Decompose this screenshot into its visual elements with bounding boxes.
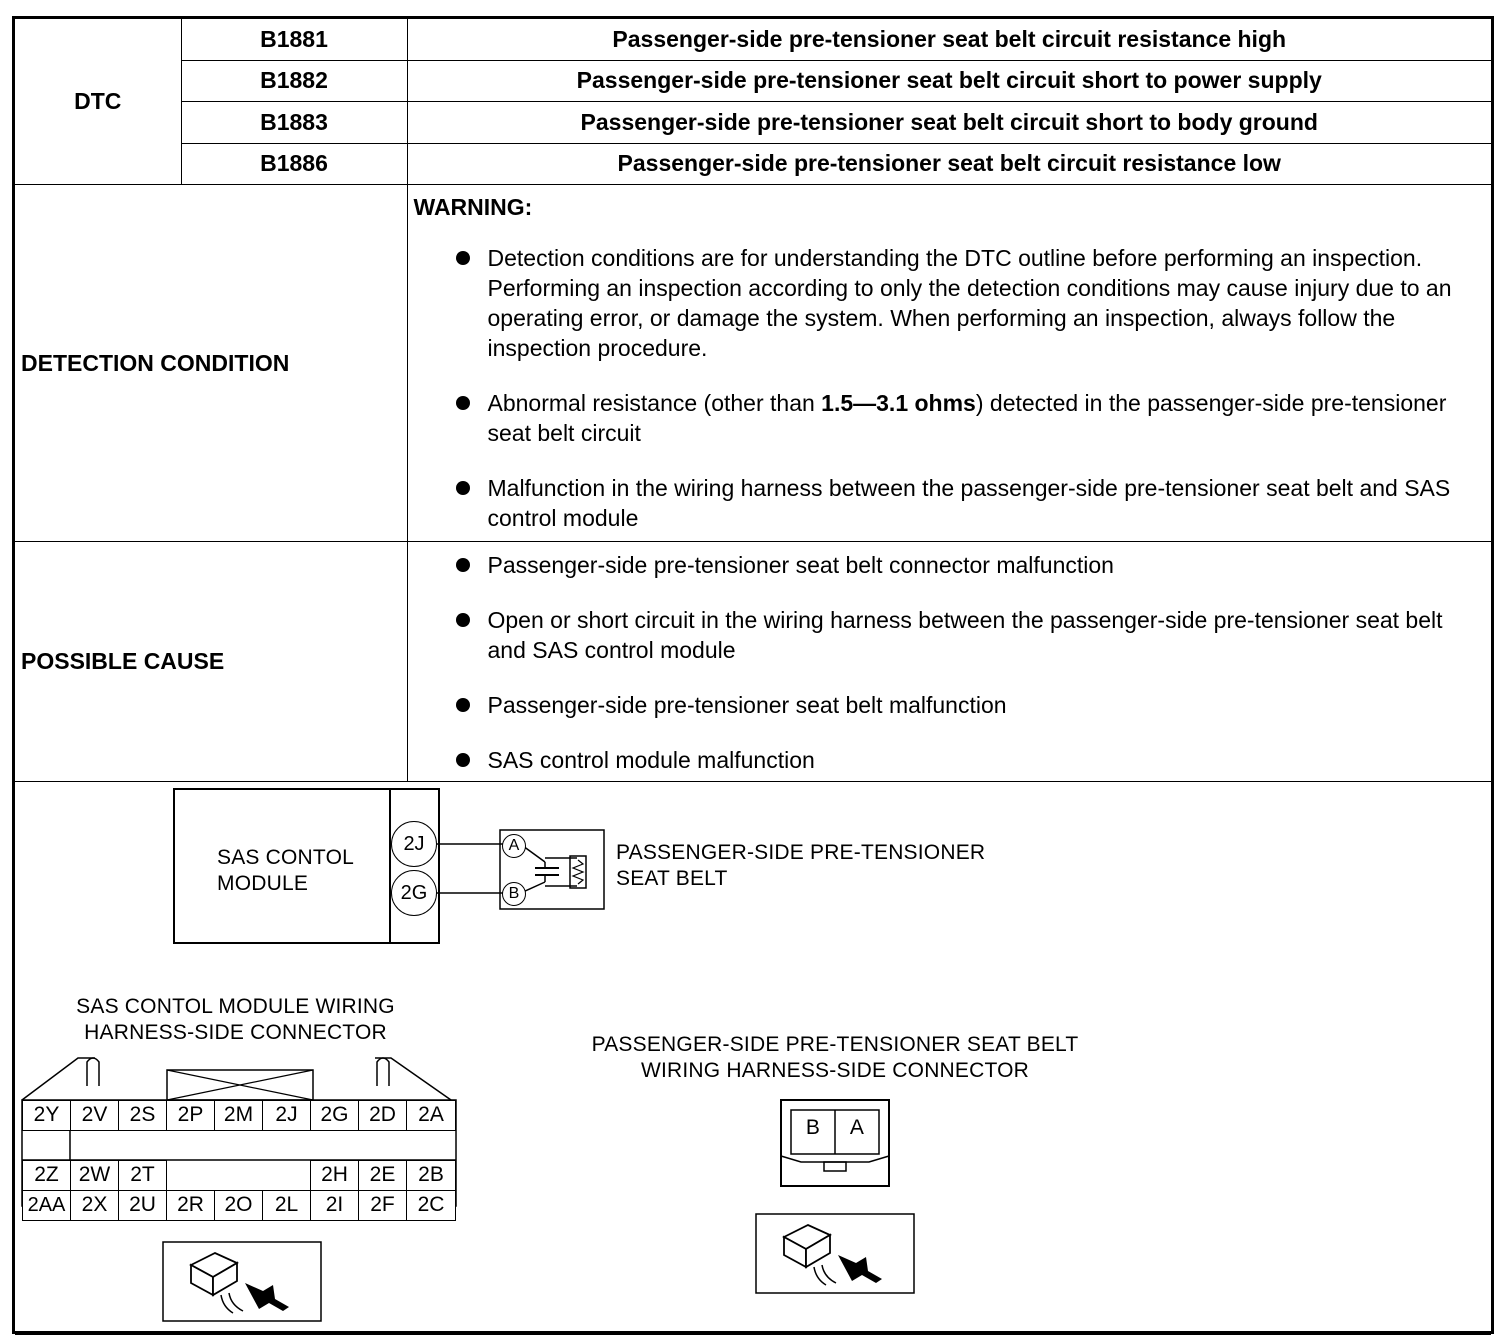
belt-connector-pin: B — [805, 1116, 821, 1139]
module-pin-top: 2J — [391, 821, 437, 867]
connector-pin: 2Z — [22, 1160, 71, 1191]
caption-line: WIRING HARNESS-SIDE CONNECTOR — [640, 1059, 1030, 1082]
possible-cause-list — [414, 550, 1486, 775]
sas-module-label — [217, 845, 354, 897]
connector-pin: 2M — [214, 1100, 263, 1131]
connector-pin: 2V — [70, 1100, 119, 1131]
dtc-row-3 — [15, 102, 1491, 144]
belt-connector-caption — [555, 1032, 1115, 1084]
list-item — [414, 473, 1486, 533]
dtc-table — [15, 19, 1491, 1335]
list-item — [414, 243, 1486, 363]
service-manual-sheet — [12, 16, 1494, 1334]
bullet-icon — [456, 396, 470, 410]
list-item — [414, 745, 1486, 775]
cause-text: SAS control module malfunction — [487, 747, 815, 773]
possible-cause-row — [15, 542, 1491, 782]
module-label-line: MODULE — [217, 872, 309, 895]
connector-pin: 2X — [70, 1190, 119, 1221]
belt-pin-top: A — [502, 834, 526, 858]
caption-line: HARNESS-SIDE CONNECTOR — [84, 1021, 387, 1044]
module-label-line: SAS CONTOL — [217, 846, 354, 869]
bullet-icon — [456, 481, 470, 495]
connector-pin: 2G — [310, 1100, 359, 1131]
list-item — [414, 690, 1486, 720]
dtc-description: Passenger-side pre-tensioner seat belt circuit resistance low — [407, 143, 1491, 185]
bullet-icon — [456, 251, 470, 265]
resistance-range: 1.5—3.1 ohms — [821, 390, 976, 416]
connector-pin: 2Y — [22, 1100, 71, 1131]
cause-text: Passenger-side pre-tensioner seat belt connector malfunction — [487, 552, 1114, 578]
connector-pin: 2O — [214, 1190, 263, 1221]
possible-cause-content — [407, 542, 1491, 782]
warning-title: WARNING: — [413, 194, 533, 220]
harness-malfunction-text: Malfunction in the wiring harness between the passenger-side pre-tensioner seat belt and SAS control module — [487, 475, 1451, 531]
cause-text: Passenger-side pre-tensioner seat belt malfunction — [487, 692, 1007, 718]
connector-pin: 2J — [262, 1100, 311, 1131]
sas-connector-caption — [15, 994, 456, 1046]
dtc-description: Passenger-side pre-tensioner seat belt circuit resistance high — [407, 19, 1491, 60]
resistance-pre: Abnormal resistance (other than — [487, 390, 822, 416]
wiring-diagram-cell — [15, 782, 1491, 1335]
bullet-icon — [456, 698, 470, 712]
caption-line: SAS CONTOL MODULE WIRING — [76, 995, 395, 1018]
dtc-row-2 — [15, 60, 1491, 102]
connector-pin: 2W — [70, 1160, 119, 1191]
belt-pin-bottom: B — [502, 882, 526, 906]
connector-pin: 2E — [358, 1160, 407, 1191]
list-item — [414, 550, 1486, 580]
dtc-code: B1881 — [181, 19, 407, 60]
resistance-post: ) detected in the passenger-side pre-tensioner seat belt circuit — [487, 390, 1447, 446]
connector-pin: 2A — [406, 1100, 456, 1131]
dtc-code: B1882 — [181, 60, 407, 102]
bullet-icon — [456, 753, 470, 767]
connector-pin: 2D — [358, 1100, 407, 1131]
module-pin-bottom: 2G — [391, 870, 437, 916]
detection-condition-label: DETECTION CONDITION — [15, 185, 407, 542]
connector-pin: 2AA — [22, 1190, 71, 1221]
detection-list — [414, 243, 1486, 533]
belt-schematic-label — [616, 840, 985, 892]
bullet-icon — [456, 613, 470, 627]
connector-pin: 2L — [262, 1190, 311, 1221]
connector-pin: 2C — [406, 1190, 456, 1221]
dtc-row-1 — [15, 19, 1491, 60]
dtc-label: DTC — [15, 19, 181, 185]
connector-pin: 2B — [406, 1160, 456, 1191]
cause-text: Open or short circuit in the wiring harness between the passenger-side pre-tensioner seat belt and SAS control module — [487, 607, 1443, 663]
caption-line: PASSENGER-SIDE PRE-TENSIONER SEAT BELT — [591, 1033, 1079, 1056]
dtc-code: B1886 — [181, 143, 407, 185]
possible-cause-label: POSSIBLE CAUSE — [15, 542, 407, 782]
detection-condition-content — [407, 185, 1491, 542]
connector-pin: 2S — [118, 1100, 167, 1131]
connector-pin: 2I — [310, 1190, 359, 1221]
connector-pin: 2R — [166, 1190, 215, 1221]
detection-row — [15, 185, 1491, 542]
connector-pin: 2H — [310, 1160, 359, 1191]
belt-label-line: SEAT BELT — [616, 867, 728, 890]
connector-pin: 2U — [118, 1190, 167, 1221]
belt-connector-pin: A — [849, 1116, 865, 1139]
connector-view-icon — [778, 1219, 888, 1289]
connector-pin: 2P — [166, 1100, 215, 1131]
dtc-description: Passenger-side pre-tensioner seat belt circuit short to body ground — [407, 102, 1491, 144]
connector-pin: 2T — [118, 1160, 167, 1191]
dtc-description: Passenger-side pre-tensioner seat belt circuit short to power supply — [407, 60, 1491, 102]
list-item — [414, 605, 1486, 665]
bullet-icon — [456, 558, 470, 572]
list-item — [414, 388, 1486, 448]
diagram-row — [15, 782, 1491, 1335]
dtc-code: B1883 — [181, 102, 407, 144]
belt-label-line: PASSENGER-SIDE PRE-TENSIONER — [616, 841, 986, 864]
warning-text: Detection conditions are for understanding the DTC outline before performing an inspection. Performing an inspection according to only the detection conditions may cause injury due to an operating error, or damage the system. When performing an inspection, always follow the inspection procedure. — [487, 245, 1452, 361]
connector-view-icon — [185, 1247, 295, 1317]
dtc-row-4 — [15, 143, 1491, 185]
connector-pin: 2F — [358, 1190, 407, 1221]
